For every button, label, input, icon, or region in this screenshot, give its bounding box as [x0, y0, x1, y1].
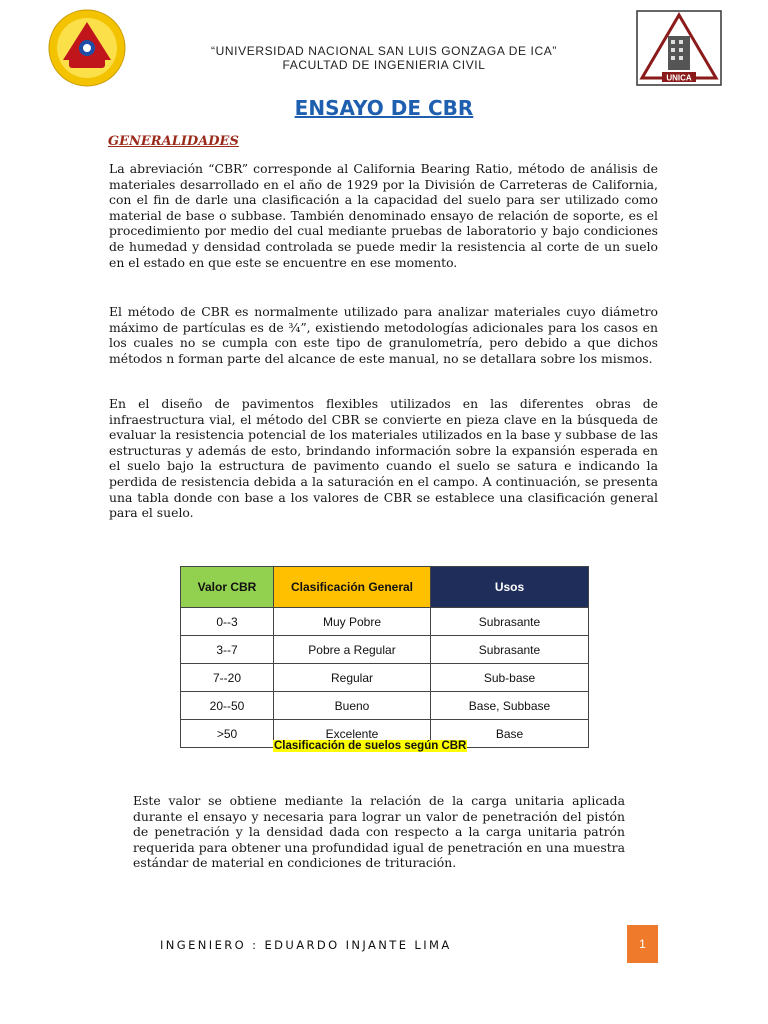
- cell-usos: Base: [431, 720, 589, 748]
- faculty-name: FACULTAD DE INGENIERIA CIVIL: [282, 58, 486, 72]
- cell-usos: Subrasante: [431, 636, 589, 664]
- cell-clasificacion: Pobre a Regular: [274, 636, 431, 664]
- header-valor-cbr: Valor CBR: [181, 567, 274, 608]
- cell-usos: Base, Subbase: [431, 692, 589, 720]
- page-number: 1: [627, 925, 658, 963]
- cell-valor: 7--20: [181, 664, 274, 692]
- cell-clasificacion: Bueno: [274, 692, 431, 720]
- footer-author: INGENIERO : EDUARDO INJANTE LIMA: [160, 938, 452, 952]
- paragraph-2: El método de CBR es normalmente utilizado para analizar materiales cuyo diámetro máximo de partículas es de ¾”, existiendo metodologías adicionales para los casos en los cuales no se cumpla con este tipo de granulometría, pero debido a que dichos métodos n forman parte del alcance de este manual, no se detallara sobre los mismos.: [109, 304, 658, 366]
- cell-usos: Subrasante: [431, 608, 589, 636]
- document-title: ENSAYO DE CBR: [294, 96, 474, 120]
- cell-valor: 3--7: [181, 636, 274, 664]
- paragraph-1: La abreviación “CBR” corresponde al California Bearing Ratio, método de análisis de materiales desarrollado en el año de 1929 por la División de Carreteras de California, con el fin de darle una clasificación a la capacidad del suelo para ser utilizado como material de base o subbase. También denominado ensayo de relación de soporte, es el procedimiento por medio del cual mediante pruebas de laboratorio y bajo condiciones de humedad y densidad controlada se puede medir la resistencia al corte de un suelo en el estado en que este se encuentre en ese momento.: [109, 161, 658, 270]
- section-heading: GENERALIDADES: [108, 134, 239, 149]
- cell-valor: 0--3: [181, 608, 274, 636]
- table-caption: Clasificación de suelos según CBR: [274, 740, 467, 752]
- cell-valor: >50: [181, 720, 274, 748]
- university-name: “UNIVERSIDAD NACIONAL SAN LUIS GONZAGA DE ICA”: [211, 44, 557, 58]
- cbr-classification-table: [180, 566, 589, 748]
- header-usos: Usos: [431, 567, 589, 608]
- table-row: [181, 636, 589, 664]
- paragraph-3: En el diseño de pavimentos flexibles utilizados en las diferentes obras de infraestructura vial, el método del CBR se convierte en pieza clave en la búsqueda de evaluar la resistencia potencial de los materiales utilizados en la base y subbase de las estructuras y además de esto, brindando información sobre la expansión esperada en el suelo bajo la estructura de pavimento cuando el suelo se satura e indicando la perdida de resistencia debida a la saturación en el campo. A continuación, se presenta una tabla donde con base a los valores de CBR se establece una clasificación general para el suelo.: [109, 396, 658, 521]
- cell-clasificacion: Regular: [274, 664, 431, 692]
- table-row: [181, 664, 589, 692]
- table-row: [181, 608, 589, 636]
- cell-valor: 20--50: [181, 692, 274, 720]
- paragraph-4: Este valor se obtiene mediante la relación de la carga unitaria aplicada durante el ensayo y necesaria para lograr un valor de penetración del pistón de penetración y la densidad dada con respecto a la carga unitaria patrón requerida para obtener una profundidad igual de penetración en una muestra estándar de material en condiciones de trituración.: [133, 793, 625, 871]
- cell-clasificacion: Excelente: [274, 720, 431, 748]
- header-clasificacion: Clasificación General: [274, 567, 431, 608]
- table-header-row: [181, 567, 589, 608]
- cell-clasificacion: Muy Pobre: [274, 608, 431, 636]
- cell-usos: Sub-base: [431, 664, 589, 692]
- faculty-logo-text: UNICA: [666, 73, 692, 83]
- table-row: [181, 692, 589, 720]
